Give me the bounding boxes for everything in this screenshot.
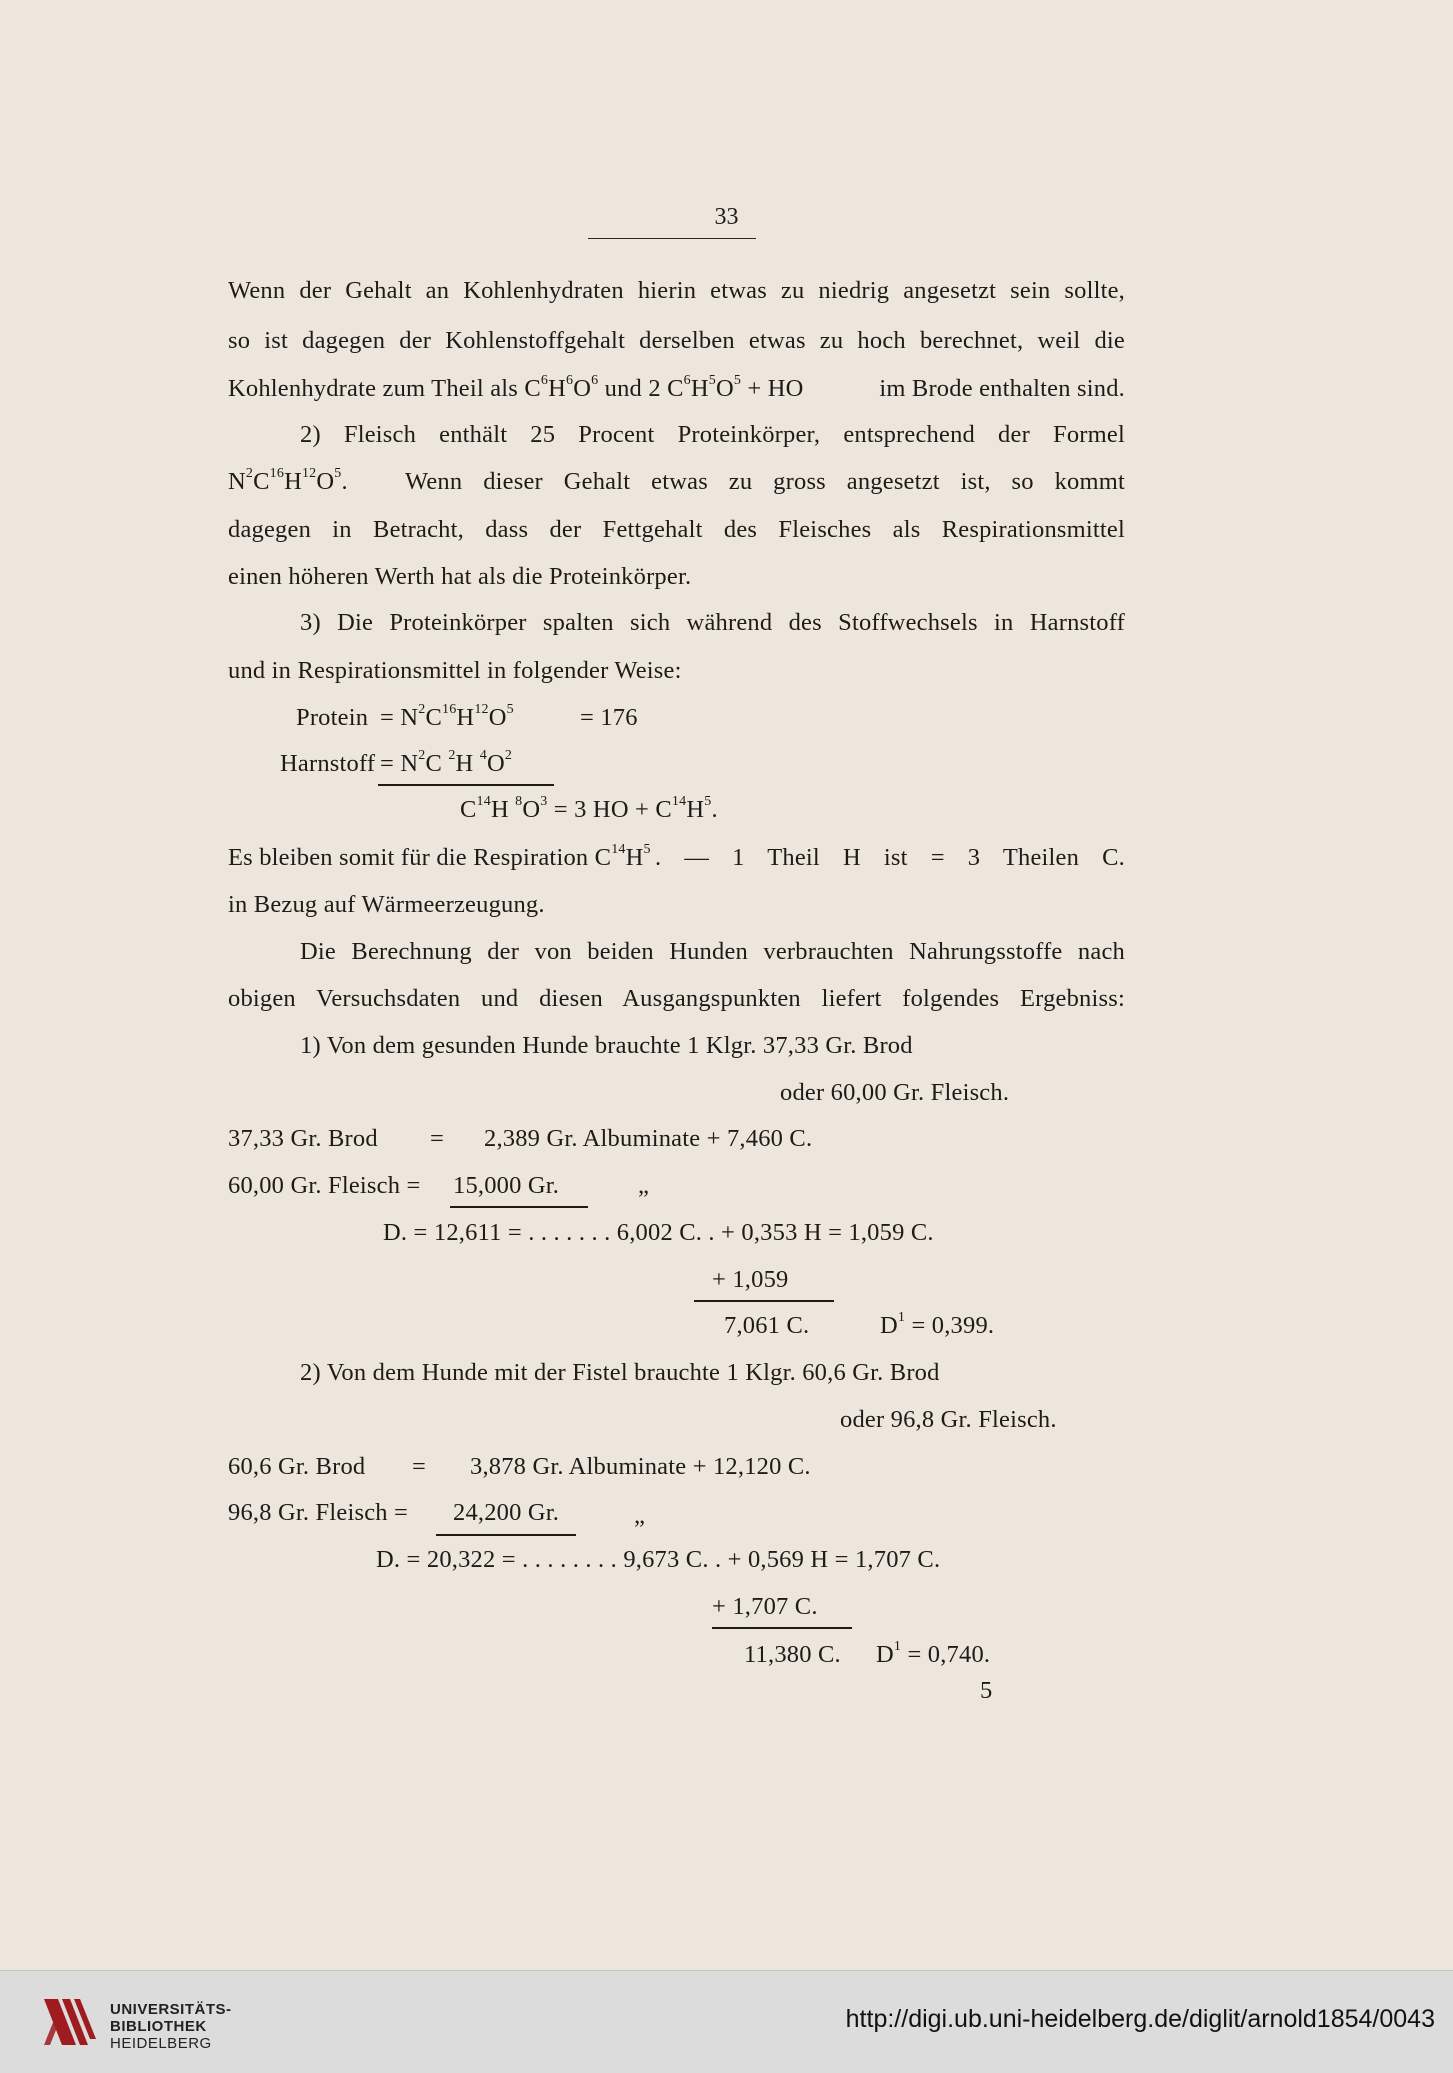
library-name-line: UNIVERSITÄTS-: [110, 2001, 232, 2018]
calc-d1-value: = 0,740.: [907, 1641, 991, 1668]
text-line: obigen Versuchsdaten und diesen Ausgangspunkten liefert folgendes Ergebniss:: [228, 985, 1125, 1012]
calc-line: + 1,707 C.: [712, 1593, 818, 1620]
calc-result: 24,200 Gr.: [453, 1499, 560, 1526]
library-name: [110, 2001, 232, 2052]
calc-equals: =: [430, 1125, 445, 1152]
calc-item: 60,6 Gr. Brod: [228, 1453, 366, 1480]
text-line: einen höheren Werth hat als die Proteinkörper.: [228, 563, 692, 590]
calc-d1: $D^1 = 0,740$.: [876, 1639, 991, 1668]
text-line: oder 96,8 Gr. Fleisch.: [840, 1406, 1057, 1433]
text-fragment: Wenn dieser Gehalt etwas zu gross angesetzt ist, so kommt: [405, 468, 1125, 495]
text-line: dagegen in Betracht, dass der Fettgehalt des Fleisches als Respirationsmittel: [228, 516, 1125, 543]
text-line: 1) Von dem gesunden Hunde brauchte 1 Klgr. 37,33 Gr. Brod: [300, 1032, 913, 1059]
calc-line: + 1,059: [712, 1266, 789, 1293]
text-line: so ist dagegen der Kohlenstoffgehalt derselben etwas zu hoch berechnet, weil die: [228, 327, 1125, 354]
calc-text: D. = 12,611 = . . . . . . . 6,002 C. . + 0,353 H = 1,059 C.: [383, 1219, 934, 1246]
calc-result: 15,000 Gr.: [453, 1172, 560, 1199]
calc-text: D. = 20,322 = . . . . . . . . 9,673 C. . + 0,569 H = 1,707 C.: [376, 1546, 941, 1573]
library-logo-icon: [40, 1993, 100, 2051]
equation-label: Protein: [296, 704, 369, 731]
calc-d1-value: = 0,399.: [911, 1312, 995, 1339]
calc-line: [376, 1548, 940, 1573]
text-line: in Bezug auf Wärmeerzeugung.: [228, 891, 545, 918]
text-line: oder 60,00 Gr. Fleisch.: [780, 1079, 1010, 1106]
equation-label: Harnstoff: [280, 750, 376, 777]
permalink-url[interactable]: http://digi.ub.uni-heidelberg.de/diglit/arnold1854/0043: [845, 2005, 1435, 2033]
calc-item: 96,8 Gr. Fleisch =: [228, 1499, 409, 1526]
calc-d1: $D^1 = 0,399$.: [880, 1310, 995, 1339]
calc-total: 11,380 C.: [744, 1641, 841, 1668]
calc-item: 37,33 Gr. Brod: [228, 1125, 378, 1152]
text-fragment: Es bleiben somit für die Respiration C: [228, 844, 612, 871]
sum-rule: [378, 784, 554, 786]
text-line: 3) Die Proteinkörper spalten sich während des Stoffwechsels in Harnstoff: [300, 609, 1125, 636]
sum-rule: [712, 1627, 852, 1629]
sum-rule: [450, 1206, 588, 1208]
library-name-line: HEIDELBERG: [110, 2035, 212, 2052]
text-line: Es bleiben somit für die Respiration $C^{14}H^5$ . — 1 Theil H ist = 3 Theilen C.: [228, 842, 1125, 871]
text-line: Kohlenhydrate zum Theil als $C^6H^6O^6$ und 2 $C^6H^5O^5$ + HO im Brode enthalten sind.: [228, 373, 1125, 402]
sum-rule: [694, 1300, 834, 1302]
text-fragment: . — 1 Theil H ist = 3 Theilen C.: [655, 844, 1125, 871]
calc-equals: =: [412, 1453, 427, 1480]
calc-line: [383, 1221, 934, 1246]
page-number: 33: [714, 204, 739, 230]
equation-value: = 176: [580, 704, 638, 731]
text-line: Wenn der Gehalt an Kohlenhydraten hierin etwas zu niedrig angesetzt sein sollte,: [228, 277, 1125, 304]
text-fragment: Kohlenhydrate zum Theil als C: [228, 375, 541, 402]
equation-formula: = $N^2C^{16}H^{12}O^5$: [380, 702, 514, 731]
sum-rule: [436, 1534, 576, 1536]
calc-result: 2,389 Gr. Albuminate + 7,460 C.: [484, 1125, 813, 1152]
library-name-line: BIBLIOTHEK: [110, 2018, 207, 2035]
text-line: $N^2C^{16}H^{12}O^5$. Wenn dieser Gehalt etwas zu gross angesetzt ist, so kommt: [228, 466, 1125, 495]
text-fragment: im Brode enthalten sind.: [879, 375, 1125, 402]
text-line: Die Berechnung der von beiden Hunden verbrauchten Nahrungsstoffe nach: [300, 938, 1125, 965]
ditto-mark: „: [638, 1172, 650, 1199]
ditto-mark: „: [634, 1502, 646, 1529]
header-rule: [588, 238, 756, 239]
signature-mark: 5: [980, 1677, 993, 1704]
equation-formula: = $N^2C$ $^2$H $^4O^2$: [380, 748, 513, 777]
equation-formula: $C^{14}H$ $^8O^3 = 3$ HO + $C^{14}H^5$.: [460, 794, 718, 823]
calc-result: 3,878 Gr. Albuminate + 12,120 C.: [470, 1453, 811, 1480]
text-fragment: und 2 C: [604, 375, 684, 402]
text-line: 2) Von dem Hunde mit der Fistel brauchte 1 Klgr. 60,6 Gr. Brod: [300, 1359, 940, 1386]
footer-bar: [0, 1970, 1453, 2073]
calc-item: 60,00 Gr. Fleisch =: [228, 1172, 421, 1199]
text-line: und in Respirationsmittel in folgender Weise:: [228, 657, 682, 684]
text-line: 2) Fleisch enthält 25 Procent Proteinkörper, entsprechend der Formel: [300, 421, 1125, 448]
calc-total: 7,061 C.: [724, 1312, 810, 1339]
